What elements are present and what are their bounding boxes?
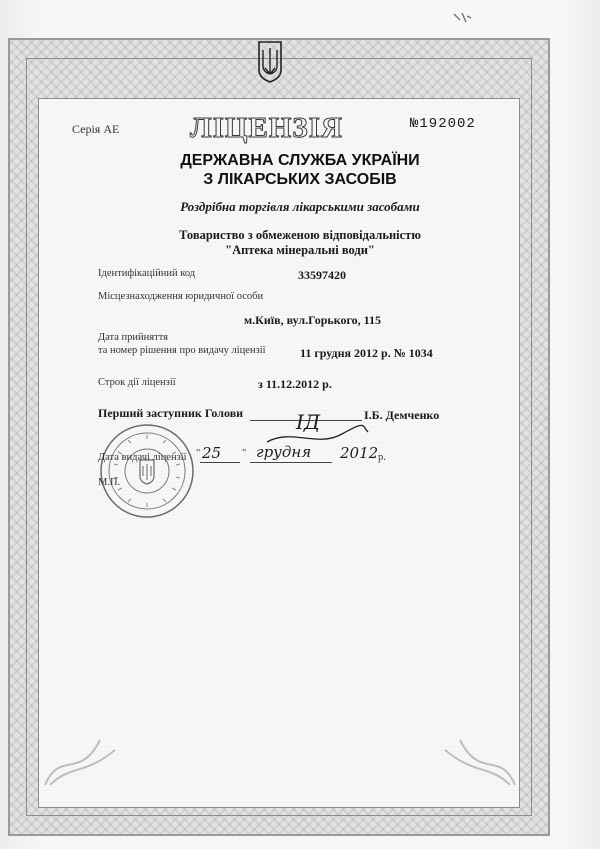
scan-mark-icon: [452, 10, 472, 26]
quote-open: ": [196, 448, 201, 459]
decision-value: 11 грудня 2012 р. № 1034: [300, 346, 433, 360]
issue-day-underline: [200, 462, 240, 463]
issue-year-suffix: р.: [378, 452, 386, 463]
licensee-line1: Товариство з обмеженою відповідальністю: [179, 228, 421, 242]
issue-month: грудня: [256, 443, 312, 461]
licensee-line2: "Аптека мінеральні води": [225, 243, 375, 257]
activity-type: Роздрібна торгівля лікарськими засобами: [180, 199, 420, 214]
series-label: Серія АЕ: [72, 122, 120, 136]
address-value: м.Київ, вул.Горького, 115: [244, 313, 381, 327]
quote-close: ": [242, 448, 247, 459]
id-code-value: 33597420: [298, 268, 346, 282]
issue-month-underline: [250, 462, 332, 463]
corner-ornament-icon: [440, 730, 520, 790]
signatory-title: Перший заступник Голови: [98, 406, 244, 420]
id-code-label: Ідентифікаційний код: [98, 268, 196, 279]
license-number: №192002: [410, 116, 476, 132]
signatory-name: І.Б. Демченко: [364, 408, 440, 422]
decision-label-line2: та номер рішення про видачу ліцензії: [98, 345, 266, 356]
signature-initials: ІД: [296, 410, 321, 434]
document-title: ЛІЦЕНЗІЯ: [190, 112, 343, 144]
official-seal-icon: [98, 422, 196, 520]
validity-label: Строк дії ліцензії: [98, 377, 176, 388]
issue-year: 2012: [340, 444, 379, 462]
stamp-place-label: М.П.: [98, 477, 121, 488]
corner-ornament-icon: [40, 730, 120, 790]
agency-name-line2: З ЛІКАРСЬКИХ ЗАСОБІВ: [203, 171, 397, 188]
address-label: Місцезнаходження юридичної особи: [98, 291, 264, 302]
issue-date-label: Дата видачі ліцензії: [98, 452, 187, 463]
decision-label-line1: Дата прийняття: [98, 332, 168, 343]
trident-emblem-icon: [256, 40, 284, 84]
issue-day: 25: [202, 444, 222, 462]
validity-value: з 11.12.2012 р.: [258, 377, 332, 391]
agency-name-line1: ДЕРЖАВНА СЛУЖБА УКРАЇНИ: [180, 152, 420, 169]
